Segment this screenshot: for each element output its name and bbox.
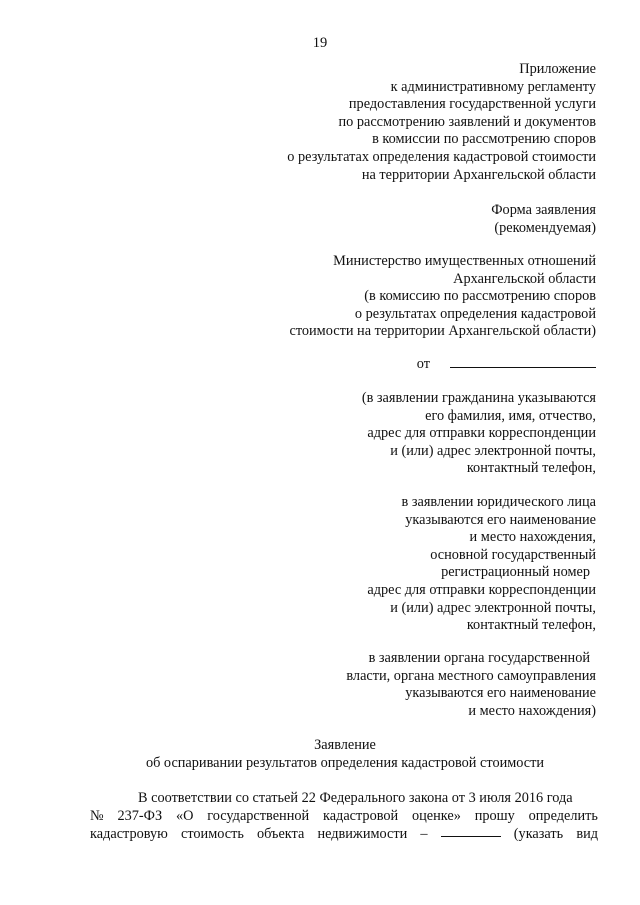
note-line: контактный телефон, xyxy=(466,460,596,477)
appendix-line: на территории Архангельской области xyxy=(361,166,596,183)
word: (указать xyxy=(513,826,564,842)
addressee-block xyxy=(289,253,596,341)
word: оценке» xyxy=(412,808,461,824)
word: № xyxy=(90,808,104,824)
type-blank-line xyxy=(441,825,501,837)
from-label: от xyxy=(416,356,430,372)
appendix-line: по рассмотрению заявлений и документов xyxy=(338,113,596,130)
addressee-line: (в комиссию по рассмотрению споров xyxy=(364,288,596,305)
word: прошу xyxy=(474,808,515,824)
authority-note xyxy=(346,650,596,720)
note-line: и (или) адрес электронной почты, xyxy=(390,442,596,459)
appendix-header xyxy=(287,61,596,184)
word: объекта xyxy=(256,826,305,842)
addressee-line: Министерство имущественных отношений xyxy=(333,253,596,269)
word: стоимость xyxy=(180,826,244,842)
body-line-2 xyxy=(90,807,598,825)
note-line: (в заявлении гражданина указываются xyxy=(361,390,596,406)
appendix-line: предоставления государственной услуги xyxy=(348,96,596,113)
page-number: 19 xyxy=(312,35,328,51)
note-line: и место нахождения) xyxy=(468,702,596,719)
word: определить xyxy=(528,808,598,824)
appendix-line: Приложение xyxy=(519,61,596,77)
body-line-1 xyxy=(90,789,598,807)
addressee-line: о результатах определения кадастровой xyxy=(354,305,596,322)
form-label-line: Форма заявления xyxy=(491,202,596,218)
appendix-line: в комиссии по рассмотрению споров xyxy=(372,131,596,148)
note-line: власти, органа местного самоуправления xyxy=(346,667,596,684)
body-line-3 xyxy=(90,825,598,843)
word: недвижимости xyxy=(317,826,408,842)
appendix-line: о результатах определения кадастровой стоимости xyxy=(287,148,596,165)
addressee-line: стоимости на территории Архангельской области) xyxy=(289,323,596,340)
word: 237-ФЗ xyxy=(117,808,163,824)
word: кадастровую xyxy=(90,826,168,842)
word: «О xyxy=(175,808,194,824)
note-line: его фамилия, имя, отчество, xyxy=(425,407,596,424)
word: государственной xyxy=(207,808,310,824)
form-label xyxy=(491,202,596,237)
note-line: адрес для отправки корреспонденции xyxy=(367,581,596,598)
note-line: регистрационный номер xyxy=(441,564,590,581)
word: – xyxy=(420,826,428,842)
note-line: и место нахождения, xyxy=(469,529,596,546)
citizen-note xyxy=(362,390,596,478)
body-text: В соответствии со статьей 22 Федерального закона от 3 июля 2016 года xyxy=(138,790,573,806)
form-label-line: (рекомендуемая) xyxy=(494,219,596,236)
document-subtitle: об оспаривании результатов определения кадастровой стоимости xyxy=(145,755,545,771)
note-line: указываются его наименование xyxy=(405,511,596,528)
note-line: в заявлении органа государственной xyxy=(368,650,590,666)
from-blank-line xyxy=(450,355,596,368)
note-line: и (или) адрес электронной почты, xyxy=(390,599,596,616)
legal-entity-note xyxy=(367,494,596,635)
note-line: указываются его наименование xyxy=(405,685,596,702)
note-line: в заявлении юридического лица xyxy=(401,494,596,510)
from-field xyxy=(417,355,596,374)
note-line: адрес для отправки корреспонденции xyxy=(367,425,596,442)
note-line: основной государственный xyxy=(430,546,596,563)
document-title: Заявление xyxy=(314,737,376,753)
body-paragraph xyxy=(90,789,598,843)
appendix-line: к административному регламенту xyxy=(390,78,596,95)
word: кадастровой xyxy=(322,808,399,824)
note-line: контактный телефон, xyxy=(466,617,596,634)
word: вид xyxy=(576,826,598,842)
addressee-line: Архангельской области xyxy=(453,270,596,287)
